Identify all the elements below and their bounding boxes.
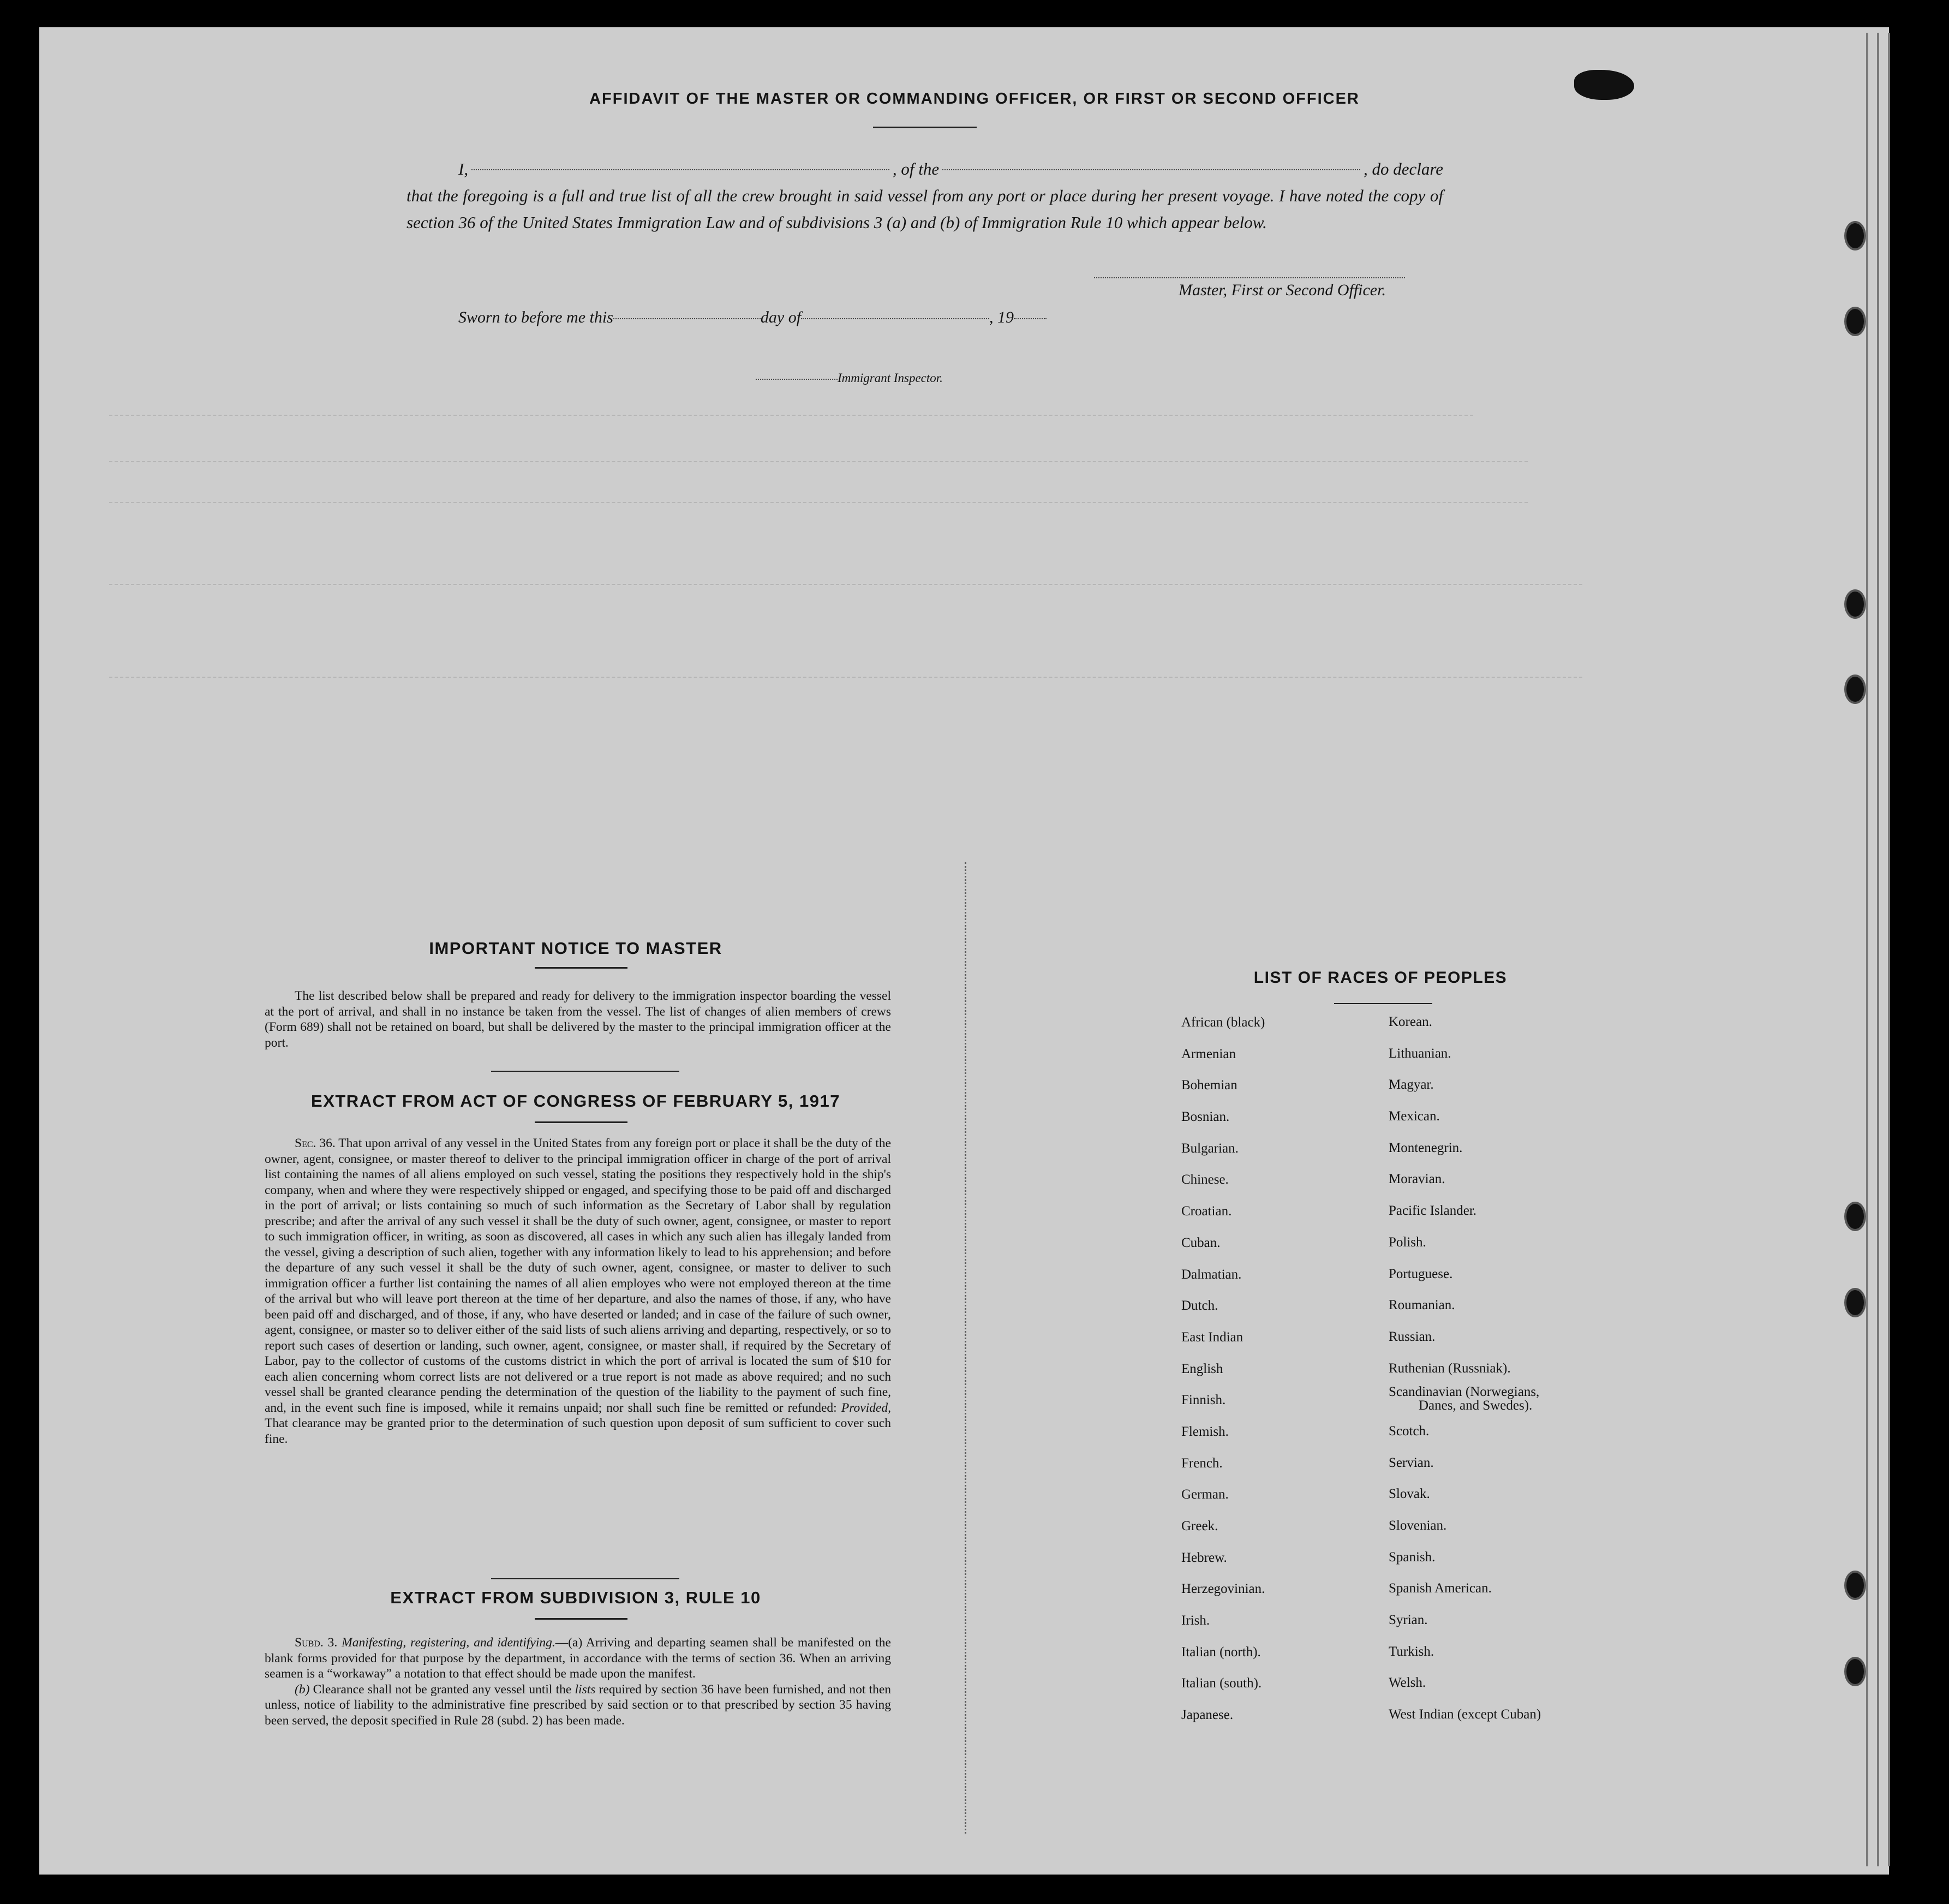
race-row <box>1181 1172 1645 1204</box>
subd-b-end: required by section 36 have been furnished, and not then unless, notice of liability to the administrative fine prescribed by said section or to that prescribed by section 35 having been served, the deposit specified in Rule 28 (subd. 2) has been made. <box>265 1682 892 1728</box>
master-signature-caption: Master, First or Second Officer. <box>1179 281 1386 299</box>
affidavit-of-the: , of the <box>892 159 940 178</box>
subd-a-text: Arriving and departing seamen shall be manifested on the blank forms provided for that purpose by the department, in accordance with the terms of section 36. When an arriving seamen is a “workaway” a notation to that effect should be made upon the manifest. <box>265 1636 891 1681</box>
race-right-label: Magyar. <box>1389 1077 1434 1093</box>
notice-rule <box>535 967 627 969</box>
race-left: Japanese. <box>1181 1708 1234 1723</box>
act-title: EXTRACT FROM ACT OF CONGRESS OF FEBRUARY 5, 1917 <box>311 1091 840 1111</box>
race-right-label: Lithuanian. <box>1389 1046 1451 1061</box>
race-left: Italian (south). <box>1181 1676 1262 1691</box>
race-right <box>1389 1141 1462 1155</box>
races-list <box>1181 1015 1645 1739</box>
inspector-line <box>756 371 943 385</box>
race-right <box>1389 1047 1451 1060</box>
race-row <box>1181 1456 1645 1488</box>
subd-a <box>265 1635 891 1682</box>
punch-hole <box>1844 1657 1866 1686</box>
page-edge <box>1866 33 1868 1866</box>
year-blank[interactable] <box>1014 318 1047 319</box>
sworn-day-of: day of <box>760 308 802 326</box>
subd-b-start: Clearance shall not be granted any vessel until the <box>313 1682 572 1697</box>
punch-hole <box>1844 589 1866 619</box>
race-right-label: Portuguese. <box>1389 1266 1453 1281</box>
race-row <box>1181 1487 1645 1519</box>
race-right <box>1389 1550 1435 1564</box>
bleed-through-line <box>109 461 1528 462</box>
race-row <box>1181 1141 1645 1173</box>
master-signature-blank[interactable] <box>1094 277 1405 278</box>
race-right <box>1389 1362 1511 1375</box>
notice-text: The list described below shall be prepared and ready for delivery to the immigration inspector boarding the vessel at the port of arrival, and shall in no instance be taken from the vessel. The list of changes of alien members of crews (Form 689) shall not be retained on board, but shall be delivered by the master to the principal immigration officer at the port. <box>265 989 891 1050</box>
race-row <box>1181 1267 1645 1299</box>
race-row <box>1181 1676 1645 1708</box>
race-row <box>1181 1109 1645 1141</box>
race-left: Bosnian. <box>1181 1109 1230 1125</box>
race-row <box>1181 1330 1645 1362</box>
fold-crease <box>965 862 966 1834</box>
race-right <box>1389 1645 1434 1658</box>
race-right-label: Korean. <box>1389 1014 1432 1029</box>
punch-hole <box>1844 307 1866 336</box>
affidavit-first-line <box>406 156 1443 182</box>
race-right <box>1389 1172 1445 1186</box>
race-left: Armenian <box>1181 1046 1236 1061</box>
day-blank[interactable] <box>613 318 761 319</box>
sworn-year: , 19 <box>989 308 1014 326</box>
race-right-label: Spanish. <box>1389 1549 1436 1565</box>
affidavit-title: AFFIDAVIT OF THE MASTER OR COMMANDING OFFICER, OR FIRST OR SECOND OFFICER <box>589 90 1360 108</box>
affidavit-declare: , do declare <box>1363 159 1444 178</box>
race-right-label: Turkish. <box>1389 1644 1434 1659</box>
race-left: Herzegovinian. <box>1181 1581 1265 1597</box>
race-right <box>1389 1581 1492 1595</box>
race-right-label: Ruthenian (Russniak). <box>1389 1360 1511 1376</box>
race-row <box>1181 1078 1645 1109</box>
race-left: Dutch. <box>1181 1298 1218 1314</box>
race-right-label: Scotch. <box>1389 1423 1430 1439</box>
subd-b-lists: lists <box>575 1682 596 1697</box>
punch-hole <box>1844 1571 1866 1600</box>
race-right-label: Polish. <box>1389 1234 1426 1250</box>
race-right-label: Moravian. <box>1389 1172 1445 1187</box>
race-right-continuation: Danes, and Swedes). <box>1419 1398 1533 1413</box>
race-right <box>1389 1708 1541 1721</box>
race-right-label: Scandinavian (Norwegians, <box>1389 1384 1540 1400</box>
race-right-label: Spanish American. <box>1389 1581 1492 1596</box>
race-right <box>1389 1519 1446 1532</box>
race-left: African (black) <box>1181 1015 1265 1030</box>
race-right <box>1389 1385 1539 1412</box>
race-right <box>1389 1204 1476 1217</box>
race-right-label: West Indian (except Cuban) <box>1389 1707 1541 1722</box>
race-left: Hebrew. <box>1181 1550 1227 1565</box>
subd-b <box>265 1682 891 1729</box>
sec-label: Sec. 36. <box>295 1136 336 1150</box>
race-right <box>1389 1015 1432 1029</box>
race-row <box>1181 1204 1645 1235</box>
race-right-label: Welsh. <box>1389 1675 1426 1691</box>
rule-title: EXTRACT FROM SUBDIVISION 3, RULE 10 <box>390 1588 761 1607</box>
race-right-label: Slovenian. <box>1389 1518 1447 1533</box>
rule-rule <box>535 1618 627 1620</box>
race-left: Flemish. <box>1181 1424 1229 1439</box>
affidavit-body <box>406 156 1443 236</box>
bleed-through-line <box>109 677 1582 678</box>
race-right-label: Pacific Islander. <box>1389 1203 1477 1219</box>
race-left: East Indian <box>1181 1329 1243 1345</box>
races-rule <box>1334 1003 1432 1004</box>
notice-divider <box>491 1071 679 1072</box>
bleed-through-line <box>109 415 1473 416</box>
race-left: Irish. <box>1181 1613 1210 1628</box>
affidavit-paragraph: that the foregoing is a full and true list of all the crew brought in said vessel from any port or place during her present voyage. I have noted the copy of section 36 of the United States Immigration Law and of subdivisions 3 (a) and (b) of Immigration Rule 10 which appear below. <box>406 186 1443 232</box>
punch-hole <box>1844 675 1866 704</box>
race-right <box>1389 1613 1428 1627</box>
inspector-caption: Immigrant Inspector. <box>838 371 943 385</box>
race-row <box>1181 1015 1645 1047</box>
race-row <box>1181 1235 1645 1267</box>
race-row <box>1181 1613 1645 1645</box>
race-row <box>1181 1424 1645 1456</box>
subd-b-label: (b) <box>295 1682 310 1697</box>
sworn-line <box>458 308 1047 327</box>
subd-heading: Manifesting, registering, and identifying. <box>342 1636 555 1650</box>
race-row <box>1181 1519 1645 1550</box>
race-row <box>1181 1298 1645 1330</box>
name-blank[interactable] <box>471 169 889 170</box>
race-right <box>1389 1235 1426 1249</box>
race-right <box>1389 1487 1430 1501</box>
act-divider <box>491 1578 679 1579</box>
race-right-label: Roumanian. <box>1389 1298 1455 1313</box>
race-left: Chinese. <box>1181 1172 1229 1187</box>
race-right <box>1389 1676 1426 1690</box>
race-left: Italian (north). <box>1181 1644 1261 1660</box>
race-left: Finnish. <box>1181 1393 1226 1408</box>
race-row <box>1181 1645 1645 1676</box>
race-row <box>1181 1384 1645 1424</box>
subd-label: Subd. 3. <box>295 1636 338 1650</box>
race-right-label: Slovak. <box>1389 1487 1430 1502</box>
rule-text <box>265 1635 891 1728</box>
sworn-prefix: Sworn to before me this <box>458 308 613 326</box>
race-right <box>1389 1330 1435 1344</box>
race-left: Greek. <box>1181 1519 1218 1533</box>
month-blank[interactable] <box>801 318 989 319</box>
race-row <box>1181 1708 1645 1739</box>
race-left: English <box>1181 1361 1223 1376</box>
bleed-through-line <box>109 584 1582 585</box>
race-left: French. <box>1181 1455 1223 1471</box>
race-right-label: Russian. <box>1389 1329 1436 1344</box>
notice-title: IMPORTANT NOTICE TO MASTER <box>429 939 722 958</box>
race-right <box>1389 1267 1452 1281</box>
race-right-label: Montenegrin. <box>1389 1140 1463 1155</box>
race-row <box>1181 1550 1645 1582</box>
race-left: Bulgarian. <box>1181 1141 1239 1156</box>
act-text <box>265 1136 891 1447</box>
race-row <box>1181 1047 1645 1078</box>
race-right <box>1389 1456 1434 1470</box>
punch-hole <box>1844 1288 1866 1317</box>
race-left: Croatian. <box>1181 1204 1232 1219</box>
proviso-text: That clearance may be granted prior to the determination of such question upon deposit of sum sufficient to cover such fine. <box>265 1416 891 1446</box>
punch-hole <box>1844 221 1866 250</box>
race-left: Bohemian <box>1181 1078 1237 1093</box>
proviso-word: Provided, <box>841 1400 891 1415</box>
race-right <box>1389 1109 1440 1123</box>
page-edge <box>1877 33 1879 1866</box>
race-right <box>1389 1298 1455 1312</box>
race-right <box>1389 1424 1429 1438</box>
race-left: Cuban. <box>1181 1235 1221 1250</box>
vessel-blank[interactable] <box>942 169 1360 170</box>
race-right-label: Servian. <box>1389 1455 1434 1470</box>
race-left: Dalmatian. <box>1181 1267 1242 1282</box>
race-row <box>1181 1581 1645 1613</box>
bleed-through-line <box>109 502 1528 503</box>
race-right-label: Mexican. <box>1389 1109 1440 1124</box>
act-rule <box>535 1121 627 1123</box>
punch-hole <box>1844 1202 1866 1231</box>
inspector-signature-blank[interactable] <box>756 379 838 380</box>
race-left: German. <box>1181 1487 1229 1502</box>
races-title: LIST OF RACES OF PEOPLES <box>1253 969 1508 987</box>
subd-a-dash: —(a) <box>555 1636 583 1650</box>
affidavit-i: I, <box>458 159 469 178</box>
page-edge <box>1888 33 1890 1866</box>
title-rule <box>873 127 977 128</box>
sec-36-text: That upon arrival of any vessel in the United States from any foreign port or place it shall be the duty of the owner, agent, consignee, or master thereof to deliver to the principal immigration officer in charge of the port of arrival list containing the names of all aliens employed on such vessel, stating the positions they respectively hold in the ship's company, when and where they were respectively shipped or engaged, and specifying those to be paid off and discharged in the port of arrival; or lists containing so much of such information as the Secretary of Labor shall by regulation prescribe; and after the arrival of any such vessel it shall be the duty of such owner, agent, consignee, or master to report to such immigration officer, in writing, as soon as discovered, all cases in which any such alien has illegaly landed from the vessel, giving a description of such alien, together with any information likely to lead to his apprehension; and before the departure of any such vessel it shall be the duty of such owner, agent, consignee, or master to deliver to such immigration officer a further list containing the names of all alien employes who were not employed thereon at the time of the arrival but who will leave port thereon at the time of her departure, and also the names of those, if any, who have been paid off and discharged, and of those, if any, who have deserted or landed; and in case of the failure of such owner, agent, consignee, or master so to deliver either of the said lists of such aliens arriving and departing, respectively, or so to report such cases of desertion or landing, such owner, agent, consignee, or master shall, if required by the Secretary of Labor, pay to the collector of customs of the customs district in which the port of arrival is located the sum of $10 for each alien concerning whom correct lists are not delivered or a true report is not made as above required; and no such vessel shall be granted clearance pending the determination of the question of the liability to the payment of such fine, and, in the event such fine is imposed, while it remains unpaid; nor shall such fine be remitted or refunded: <box>265 1136 892 1415</box>
race-right <box>1389 1078 1434 1091</box>
race-right-label: Syrian. <box>1389 1613 1428 1628</box>
